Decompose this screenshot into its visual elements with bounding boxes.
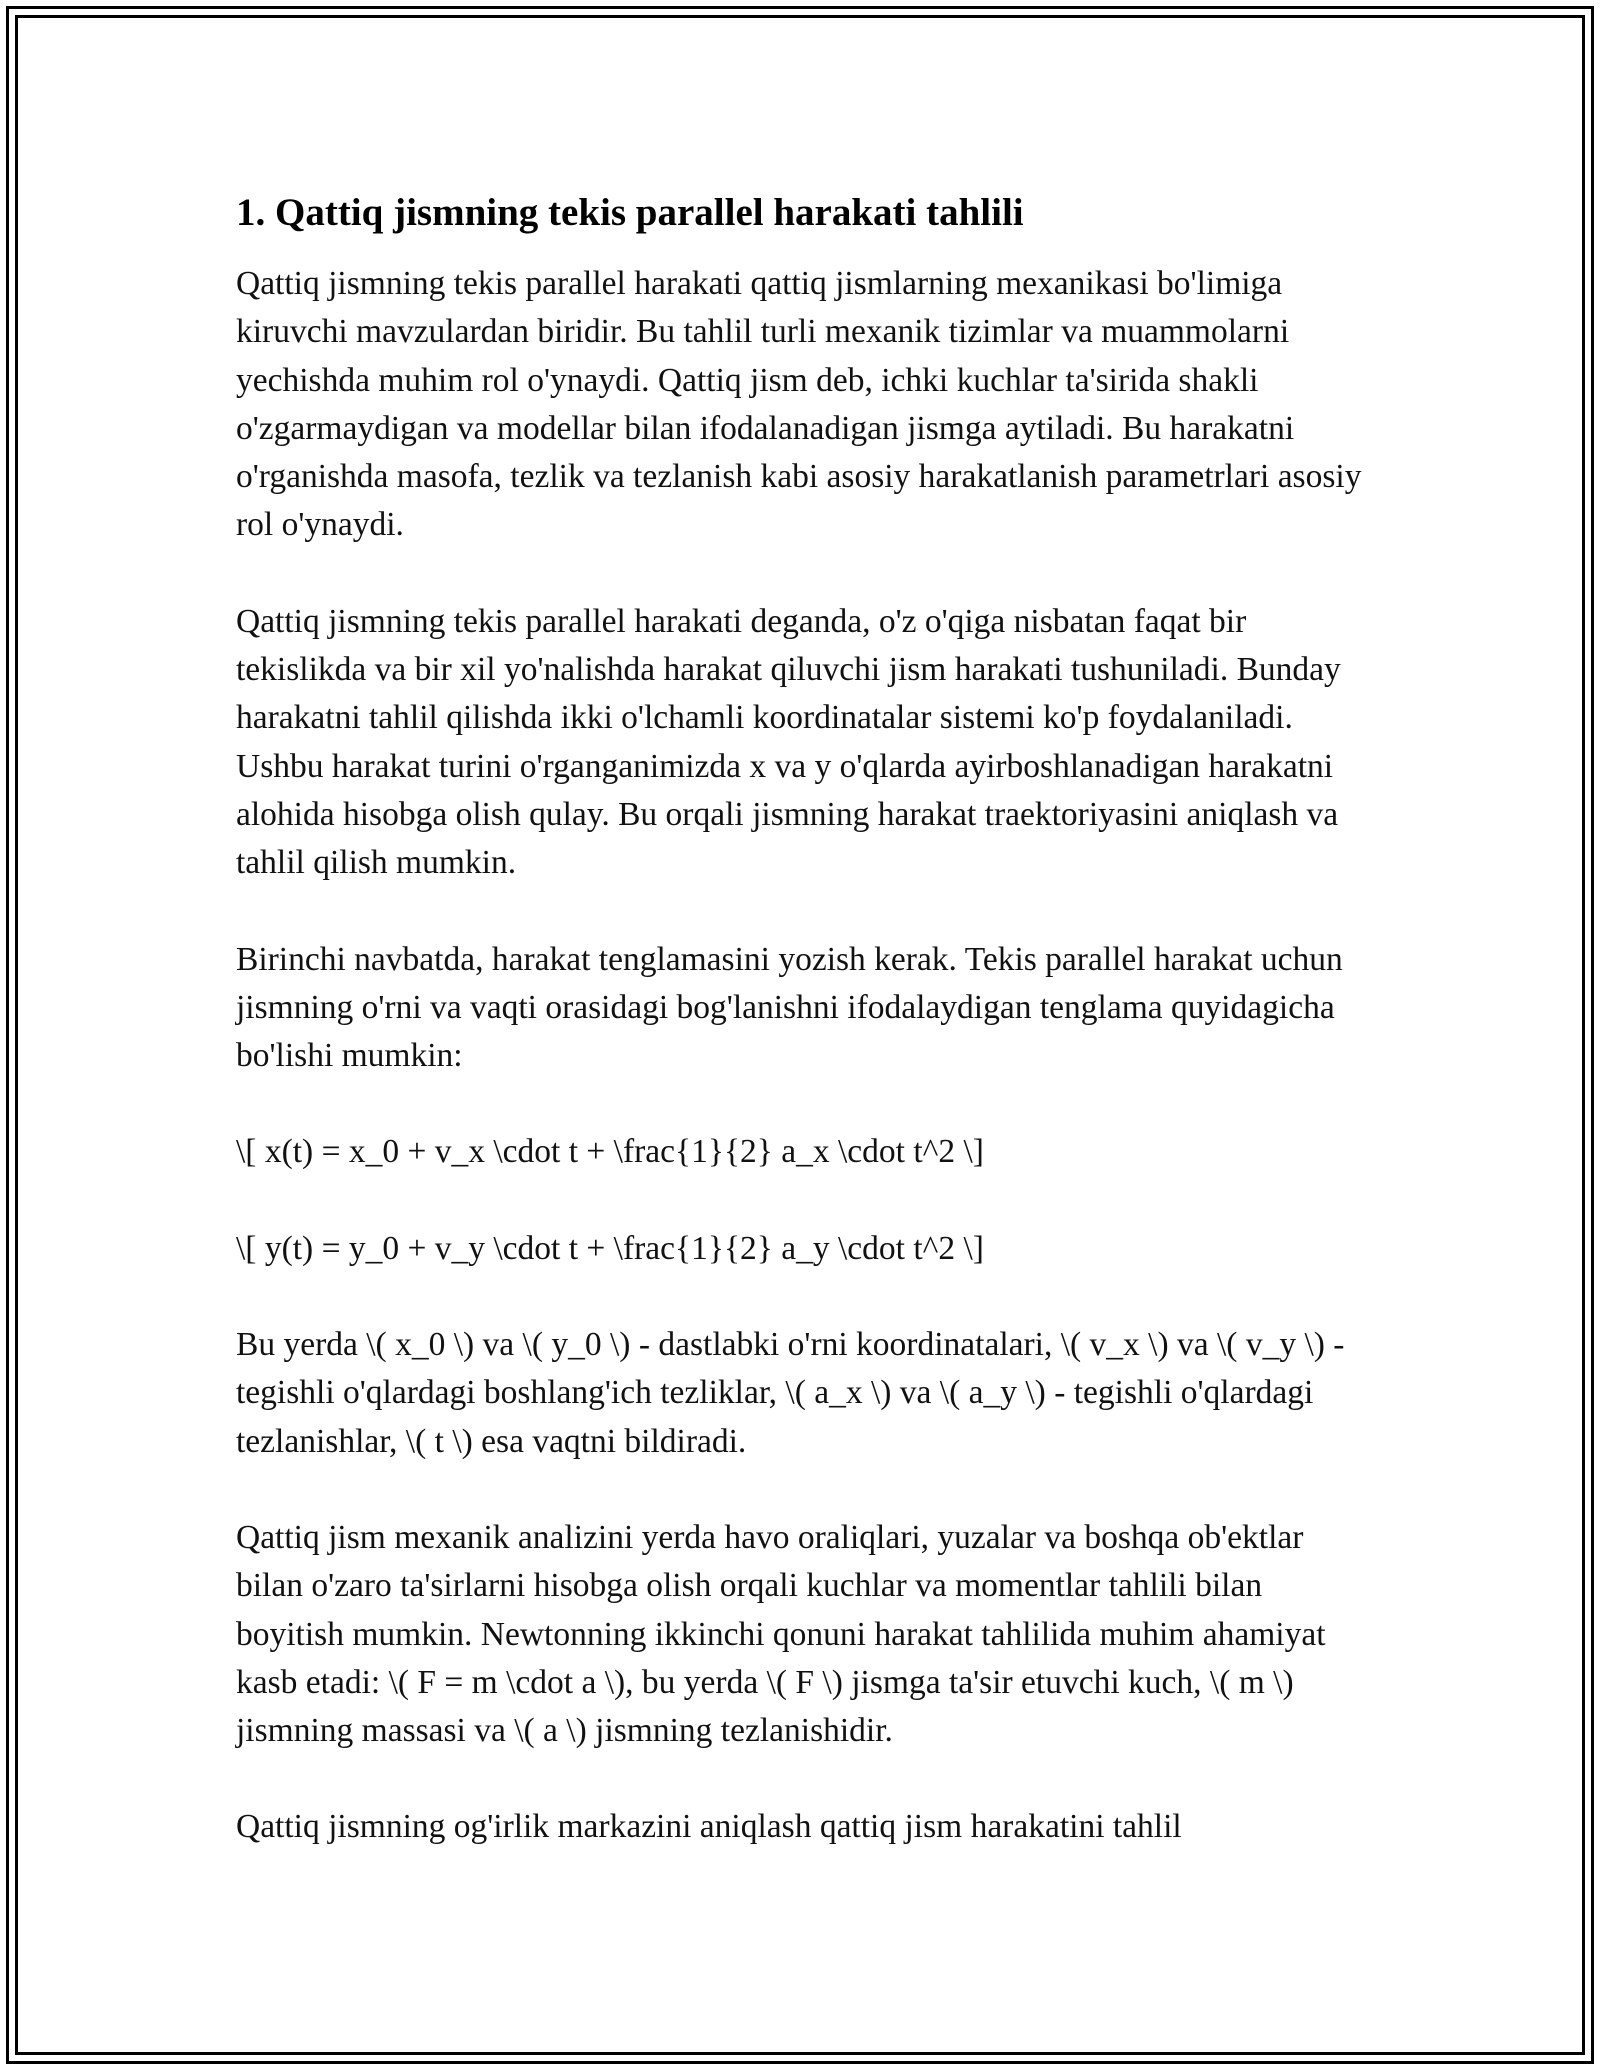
document-body	[236, 188, 1376, 1900]
formula-x: \[ x(t) = x_0 + v_x \cdot t + \frac{1}{2} a_x \cdot t^2 \]	[236, 1133, 984, 1171]
formula-y: \[ y(t) = y_0 + v_y \cdot t + \frac{1}{2} a_y \cdot t^2 \]	[236, 1229, 984, 1267]
paragraph-variables: Bu yerda \( x_0 \) va \( y_0 \) - dastlabki o'rni koordinatalari, \( v_x \) va \( v_y \) - tegishli o'qlardagi boshlang'ich tezliklar, \( a_x \) va \( a_y \) - tegishli o'qlardagi tezlanishlar, \( t \) esa vaqtni bildiradi.	[236, 1326, 1345, 1460]
section-heading: 1. Qattiq jismning tekis parallel harakati tahlili	[236, 191, 1024, 234]
paragraph-definition: Qattiq jismning tekis parallel harakati deganda, o'z o'qiga nisbatan faqat bir tekislikda va bir xil yo'nalishda harakat qiluvchi jism harakati tushuniladi. Bunday harakatni tahlil qilishda ikki o'lchamli koordinatalar sistemi ko'p foydalaniladi. Ushbu harakat turini o'rganganimizda x va y o'qlarda ayirboshlanadigan harakatni alohida hisobga olish qulay. Bu orqali jismning harakat traektoriyasini aniqlash va tahlil qilish mumkin.	[236, 602, 1341, 882]
paragraph-equation-intro: Birinchi navbatda, harakat tenglamasini yozish kerak. Tekis parallel harakat uchun jismning o'rni va vaqti orasidagi bog'lanishni ifodalaydigan tenglama quyidagicha bo'lishi mumkin:	[236, 940, 1343, 1075]
paragraph-center-of-mass: Qattiq jismning og'irlik markazini aniqlash qattiq jism harakatini tahlil	[236, 1808, 1182, 1846]
paragraph-newton: Qattiq jism mexanik analizini yerda havo oraliqlari, yuzalar va boshqa ob'ektlar bilan o'zaro ta'sirlarni hisobga olish orqali kuchlar va momentlar tahlili bilan boyitish mumkin. Newtonning ikkinchi qonuni harakat tahlilida muhim ahamiyat kasb etadi: \( F = m \cdot a \), bu yerda \( F \) jismga ta'sir etuvchi kuch, \( m \) jismning massasi va \( a \) jismning tezlanishidir.	[236, 1518, 1326, 1750]
paragraph-intro: Qattiq jismning tekis parallel harakati qattiq jismlarning mexanikasi bo'limiga kiruvchi mavzulardan biridir. Bu tahlil turli mexanik tizimlar va muammolarni yechishda muhim rol o'ynaydi. Qattiq jism deb, ichki kuchlar ta'sirida shakli o'zgarmaydigan va modellar bilan ifodalanadigan jismga aytiladi. Bu harakatni o'rganishda masofa, tezlik va tezlanish kabi asosiy harakatlanish parametrlari asosiy rol o'ynaydi.	[236, 265, 1362, 544]
